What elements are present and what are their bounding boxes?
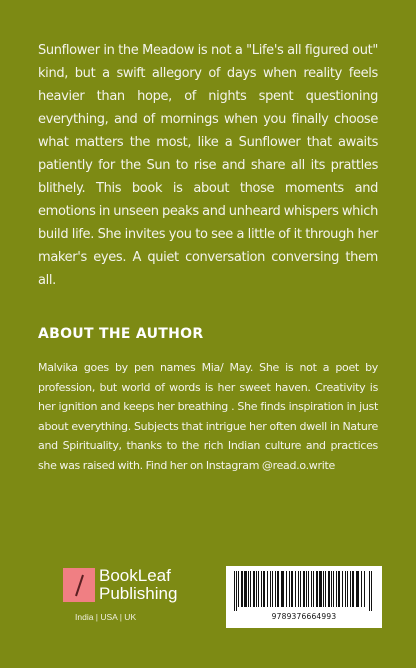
barcode-bar (364, 571, 365, 607)
barcode-bar (300, 571, 301, 607)
barcode-bar (256, 571, 257, 607)
publisher-name-line1: BookLeaf (99, 566, 171, 585)
barcode-bar (325, 571, 326, 607)
barcode-bar (361, 571, 362, 607)
barcode-bar (241, 571, 243, 607)
barcode-bar (352, 571, 354, 607)
barcode-bar (371, 571, 372, 611)
barcode-bar (342, 571, 343, 607)
barcode-bar (328, 571, 330, 607)
barcode-bar (311, 571, 312, 607)
barcode-bar (306, 571, 307, 607)
barcode-bar (336, 571, 337, 607)
barcode-bar (258, 571, 259, 607)
barcode-bar (234, 571, 235, 611)
barcode-bar (248, 571, 249, 607)
barcode-bar (308, 571, 309, 607)
about-author-text: Malvika goes by pen names Mia/ May. She is not a poet by profession, but world of words is her sweet haven. Creativity is her ignition and keeps her breathing . She finds inspiration in just about everything. Subjects that intrigue her often dwell in Nature and Spirituality, thanks to the rich Indian culture and practices she was raised with. Find her on Instagram @read.o.write (38, 361, 378, 472)
barcode-bars (230, 571, 378, 611)
barcode-bar (323, 571, 324, 607)
book-blurb: Sunflower in the Meadow is not a "Life's all figured out" kind, but a swift allegory of days when reality feels heavier than hope, of nights spent questioning everything, and of mornings when you finally choose what matters the most, like a Sunflower that awaits patiently for the Sun to rise and share all its prattles blithely. This book is about those moments and emotions in unseen peaks and unheard whispers which build life. She invites you to see a little of it through her maker's eyes. A quiet conversation conversing them all. (38, 43, 378, 288)
barcode-bar (253, 571, 255, 607)
isbn-number: 9789376664993 (271, 612, 337, 621)
slash-logo-icon (63, 568, 95, 602)
barcode-bar (345, 571, 346, 607)
barcode-bar (238, 571, 239, 607)
barcode-bar (250, 571, 251, 607)
barcode-bar (298, 571, 299, 607)
barcode-bar (350, 571, 351, 607)
barcode-bar (261, 571, 262, 607)
barcode-bar (236, 571, 237, 611)
barcode-bar (303, 571, 305, 607)
barcode-bar (286, 571, 287, 607)
barcode-bar (272, 571, 273, 607)
barcode-bar (270, 571, 271, 607)
barcode-bar (338, 571, 340, 607)
barcode-bar (356, 571, 359, 607)
barcode-bar (333, 571, 334, 607)
barcode-bar (267, 571, 268, 607)
publisher-regions: India | USA | UK (75, 612, 137, 622)
barcode-bar (263, 571, 265, 607)
barcode-bar (313, 571, 314, 607)
barcode-bar (316, 571, 318, 607)
barcode-bar (277, 571, 279, 607)
barcode-bar (319, 571, 322, 607)
barcode-bar (347, 571, 348, 607)
barcode-bar (369, 571, 370, 611)
barcode-bar (289, 571, 290, 607)
publisher-name-line2: Publishing (99, 584, 178, 603)
barcode-bar (331, 571, 332, 607)
barcode-bar (281, 571, 284, 607)
barcode-bar (295, 571, 296, 607)
publisher-logo (63, 568, 193, 628)
about-author-heading: ABOUT THE AUTHOR (38, 326, 204, 342)
barcode-bar (275, 571, 276, 607)
isbn-barcode (226, 566, 382, 628)
barcode-bar (291, 571, 293, 607)
barcode-bar (244, 571, 247, 607)
